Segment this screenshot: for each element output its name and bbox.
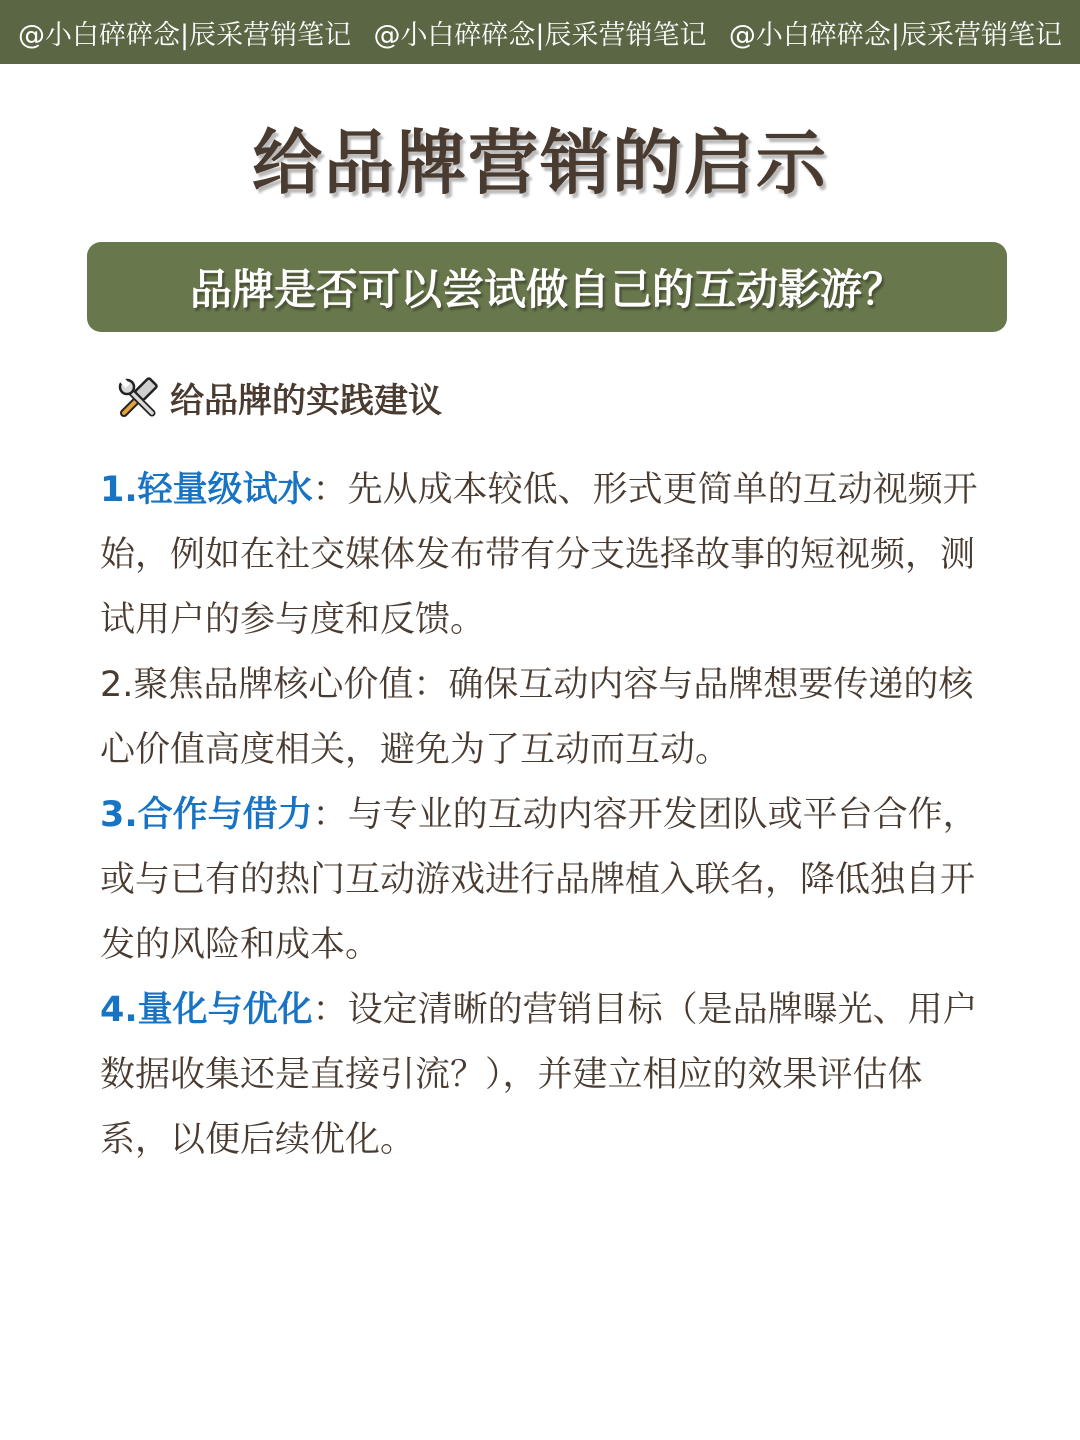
list-item (100, 783, 980, 978)
item-title: 1.轻量级试水 (100, 470, 313, 510)
list-item (100, 978, 980, 1173)
watermark-text: @小白碎碎念|辰采营销笔记 (728, 19, 1062, 51)
item-separator: ： (312, 795, 348, 835)
item-title: 3.合作与借力 (100, 795, 313, 835)
section-heading-text: 给品牌的实践建议 (170, 380, 442, 421)
watermark-text: @小白碎碎念|辰采营销笔记 (373, 19, 707, 51)
watermark-text: @小白碎碎念|辰采营销笔记 (18, 19, 352, 51)
list-item (100, 653, 980, 783)
item-title: 2.聚焦品牌核心价值 (100, 665, 414, 705)
page-title: 给品牌营销的启示 (252, 122, 828, 204)
item-body: 设定清晰的营销目标（是品牌曝光、用户数据收集还是直接引流？），并建立相应的效果评估体系，以便后续优化。 (100, 990, 978, 1160)
item-body: 先从成本较低、形式更简单的互动视频开始，例如在社交媒体发布带有分支选择故事的短视频，测试用户的参与度和反馈。 (100, 470, 978, 640)
item-title: 4.量化与优化 (100, 990, 313, 1030)
item-separator: ： (413, 665, 449, 705)
item-separator: ： (312, 470, 348, 510)
section-heading (116, 372, 442, 422)
question-text: 品牌是否可以尝试做自己的互动影游？ (189, 265, 904, 314)
item-body: 与专业的互动内容开发团队或平台合作，或与已有的热门互动游戏进行品牌植入联名，降低独自开发的风险和成本。 (100, 795, 978, 965)
question-banner (87, 242, 1007, 332)
tools-icon (116, 375, 160, 419)
watermark-banner (0, 0, 1080, 64)
list-item (100, 458, 980, 653)
item-body: 确保互动内容与品牌想要传递的核心价值高度相关，避免为了互动而互动。 (100, 665, 974, 770)
item-separator: ： (312, 990, 348, 1030)
suggestion-list (100, 458, 980, 1173)
